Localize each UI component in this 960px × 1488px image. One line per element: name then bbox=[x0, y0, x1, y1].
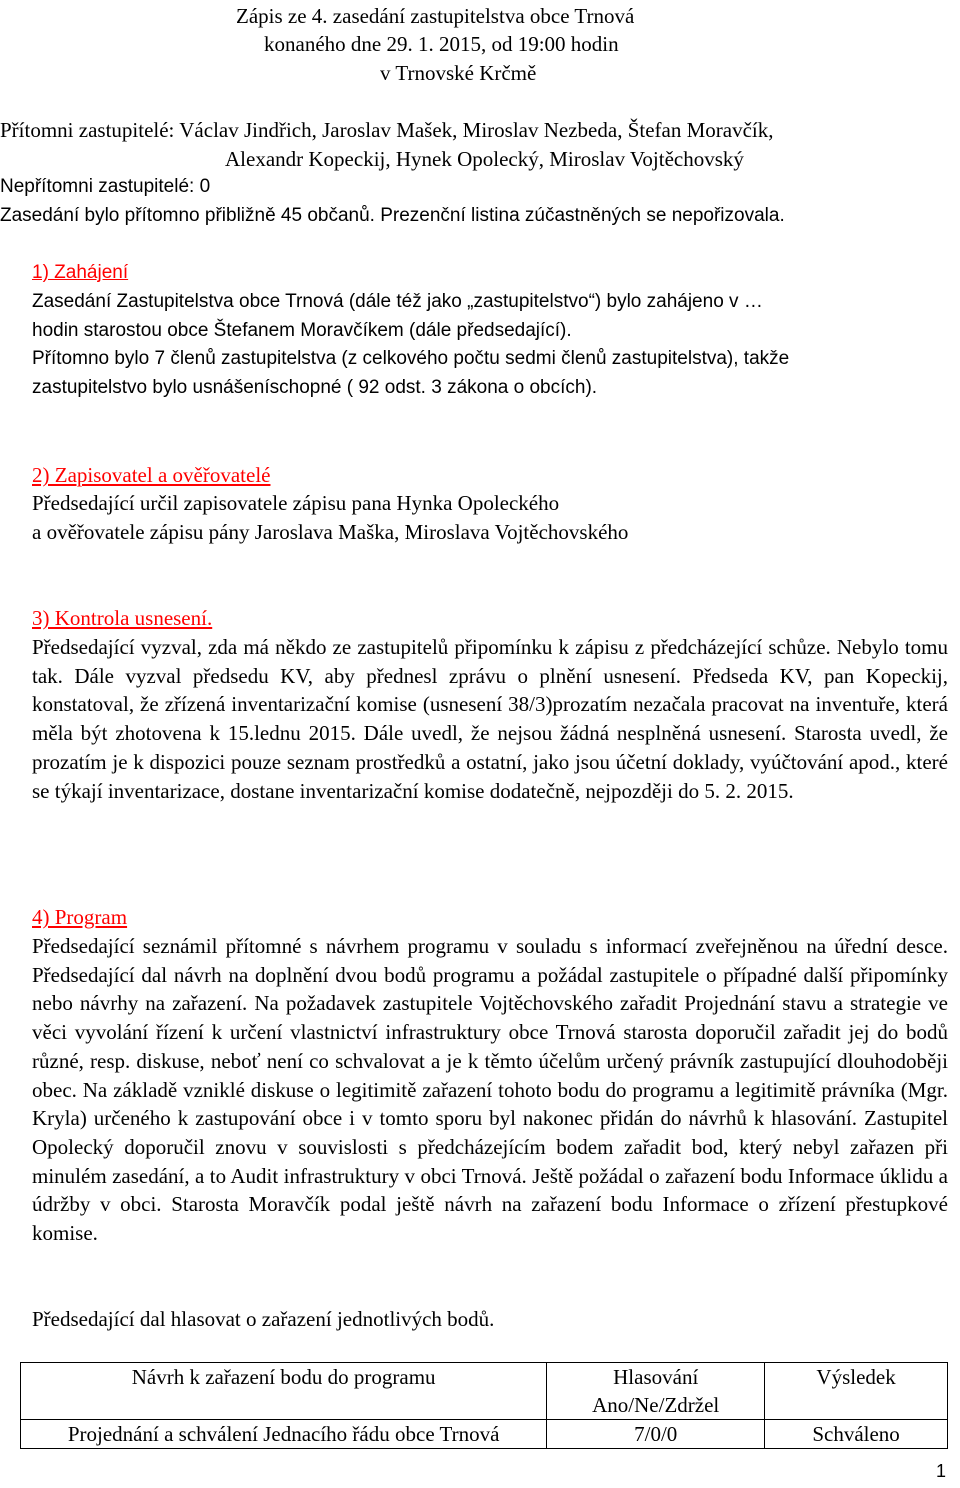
present-members-line-1: Přítomni zastupitelé: Václav Jindřich, Jaroslav Mašek, Miroslav Nezbeda, Štefan Moravčík, bbox=[0, 118, 774, 142]
row-result: Schváleno bbox=[765, 1420, 948, 1449]
header-cell-vote bbox=[547, 1363, 765, 1420]
vote-table-header-row bbox=[21, 1363, 948, 1420]
section-heading-program: 4) Program bbox=[32, 905, 128, 929]
resolution-control-paragraph: Předsedající vyzval, zda má někdo ze zastupitelů připomínku k zápisu z předcházející schůze. Nebylo tomu tak. Dále vyzval předsedu KV, aby přednesl zprávu o plnění usnesení. Předseda KV, pan Kopeckij, konstatoval, že zřízená inventarizační komise (usnesení 38/3)prozatím nezačala pracovat na inventuře, která měla být zhotovena k 15.lednu 2015. Dále uvedl, že nejsou žádná nesplněná usnesení. Starosta uvedl, že prozatím je k dispozici pouze seznam prostředků a ostatní, jako jsou účetní doklady, vyúčtování apod., které se týkají inventarizace, dostane inventarizační komise dodatečně, nejpozději do 5. 2. 2015. bbox=[32, 635, 948, 803]
opening-line-4: zastupitelstvo bylo usnášeníschopné ( 92 odst. 3 zákona o obcích). bbox=[32, 377, 598, 398]
program-paragraph: Předsedající seznámil přítomné s návrhem programu v souladu s informací zveřejněnou na úřední desce. Předsedající dal návrh na doplnění dvou bodů programu a požádal zastupitele o případné další připomínky nebo návrhy na zařazení. Na požadavek zastupitele Vojtěchovského zařadit Projednání stavu a strategie ve věci vyvolání řízení k určení vlastnictví infrastruktury obce Trnová starosta doporučil zařadit jej do bodů různé, resp. diskuse, neboť není co schvalovat a je k těmto účelům určený právník zastupující dlouhodoběji obec. Na základě vzniklé diskuse o legitimitě zařazení tohoto bodu do programu a legitimitě právníka (Mgr. Kryla) určeného k zastupování obce i v tomto sporu byl nakonec přidán do návrhů k hlasování. Zastupitel Opolecký doporučil znovu v souvislosti s předcházejícím bodem zařadit bod, který nebyl zařazen při minulém zasedání, a to Audit infrastruktury v obci Trnová. Ještě požádal o zařazení bodu Informace úklidu a údržby v obci. Starosta Moravčík podal ještě návrh na zařazení bodu Informace o zřízení přestupkové komise. bbox=[32, 934, 948, 1246]
header-cell-item bbox=[21, 1363, 547, 1420]
header-vote-label-2: Ano/Ne/Zdržel bbox=[592, 1393, 720, 1417]
opening-line-3: Přítomno bylo 7 členů zastupitelstva (z celkového počtu sedmi členů zastupitelstva), takže bbox=[32, 348, 790, 369]
vote-call: Předsedající dal hlasovat o zařazení jednotlivých bodů. bbox=[32, 1307, 495, 1331]
section-heading-opening: 1) Zahájení bbox=[32, 262, 129, 283]
row-item: Projednání a schválení Jednacího řádu obce Trnová bbox=[21, 1420, 547, 1449]
title-line-2: konaného dne 29. 1. 2015, od 19:00 hodin bbox=[264, 32, 619, 56]
header-vote-label-1: Hlasování bbox=[613, 1365, 699, 1389]
section-heading-resolution-control: 3) Kontrola usnesení. bbox=[32, 606, 213, 630]
public-attendance: Zasedání bylo přítomno přibližně 45 občanů. Prezenční listina zúčastněných se nepořizovala. bbox=[0, 205, 785, 226]
section-heading-recorders: 2) Zapisovatel a ověřovatelé bbox=[32, 463, 271, 487]
header-result-label: Výsledek bbox=[816, 1365, 896, 1389]
recorders-line-2: a ověřovatele zápisu pány Jaroslava Maška, Miroslava Vojtěchovského bbox=[32, 520, 629, 544]
header-item-label: Návrh k zařazení bodu do programu bbox=[131, 1365, 436, 1389]
header-cell-result bbox=[765, 1363, 948, 1420]
opening-line-2: hodin starostou obce Štefanem Moravčíkem (dále předsedající). bbox=[32, 320, 572, 341]
recorders-line-1: Předsedající určil zapisovatele zápisu pana Hynka Opoleckého bbox=[32, 491, 560, 515]
title-line-1: Zápis ze 4. zasedání zastupitelstva obce Trnová bbox=[236, 4, 635, 28]
table-row bbox=[21, 1420, 948, 1449]
vote-table bbox=[20, 1362, 948, 1449]
page-number: 1 bbox=[935, 1461, 946, 1481]
title-line-3: v Trnovské Krčmě bbox=[380, 61, 537, 85]
row-vote: 7/0/0 bbox=[547, 1420, 765, 1449]
opening-line-1: Zasedání Zastupitelstva obce Trnová (dále též jako „zastupitelstvo“) bylo zahájeno v … bbox=[32, 291, 763, 312]
present-members-line-2: Alexandr Kopeckij, Hynek Opolecký, Miroslav Vojtěchovský bbox=[225, 147, 744, 171]
absent-members: Nepřítomni zastupitelé: 0 bbox=[0, 176, 211, 197]
